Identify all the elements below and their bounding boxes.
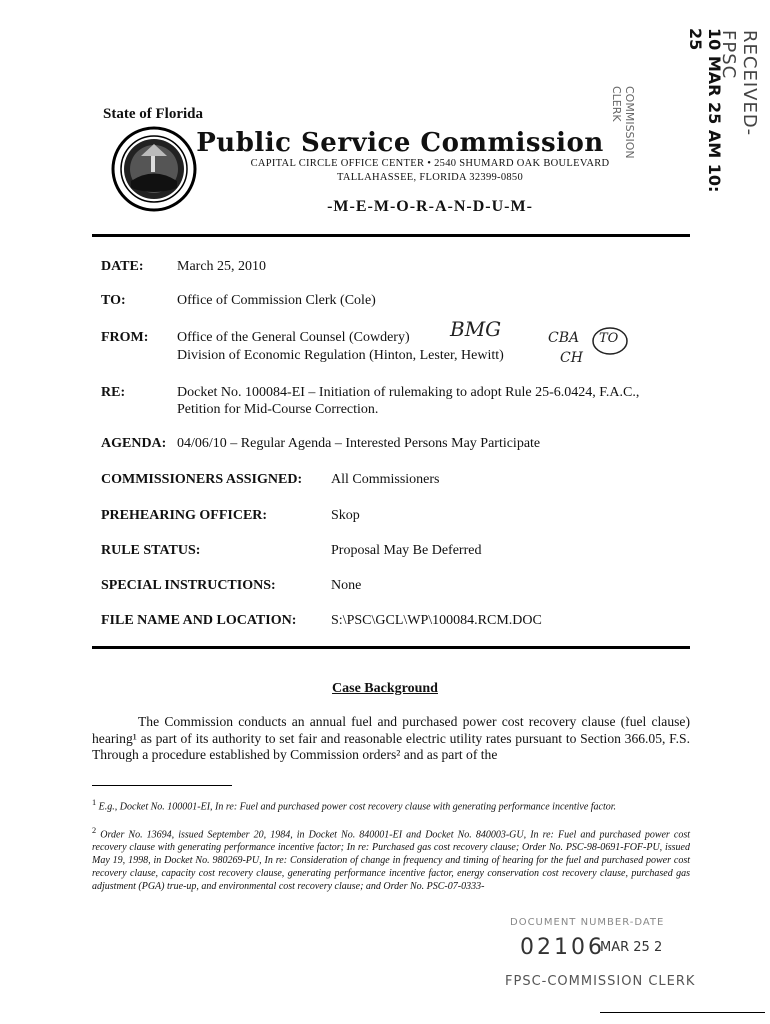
field-value-re-2: Petition for Mid-Course Correction. bbox=[177, 402, 379, 417]
footnote-rule bbox=[92, 785, 232, 786]
footnote-2-number: 2 bbox=[92, 826, 97, 835]
field-value-re-1: Docket No. 100084-EI – Initiation of rulemaking to adopt Rule 25-6.0424, F.A.C., bbox=[177, 385, 640, 400]
field-value-from-2: Division of Economic Regulation (Hinton, Lester, Hewitt) bbox=[177, 348, 504, 363]
document-date: MAR 25 2 bbox=[600, 940, 663, 955]
agency-title: Public Service Commission bbox=[196, 128, 604, 158]
body-paragraph: The Commission conducts an annual fuel and purchased power cost recovery clause (fuel clause) hearing¹ as part of its authority to set fair and reasonable electric utility rates pursuant to Section 366.05, F.S. Through a procedure established by Commission orders² and as part of the bbox=[92, 714, 690, 762]
section-heading: Case Background bbox=[332, 681, 438, 696]
handwritten-initials-4: TO bbox=[599, 331, 619, 346]
assign-label-commissioners: COMMISSIONERS ASSIGNED: bbox=[101, 472, 303, 487]
footnote-2-text: Order No. 13694, issued September 20, 1984, in Docket No. 840001-EI and Docket No. 840003-GU, In re: Fuel and purchased power cost recovery clause with generating performance incentive factor; In re: Purchased gas cost recovery clause; Order No. PSC-98-0691-FOF-PU, issued May 19, 1998, in Docket No. 980269-PU, In re: Consideration of change in frequency and timing of hearing for the fuel and purchased power cost recovery clause, capacity cost recovery clause, generating performance incentive factor, energy conservation cost recovery clause, purchased gas adjustment (PGA) true-up, and environmental cost recovery clause; and Order No. PSC-07-0333- bbox=[92, 829, 691, 893]
field-value-agenda: 04/06/10 – Regular Agenda – Interested Persons May Participate bbox=[177, 436, 541, 451]
field-label-to: TO: bbox=[101, 293, 126, 308]
document-number-label: DOCUMENT NUMBER-DATE bbox=[510, 917, 665, 928]
assign-value-file: S:\PSC\GCL\WP\100084.RCM.DOC bbox=[331, 613, 542, 628]
assign-value-special: None bbox=[331, 578, 362, 593]
assign-value-rule-status: Proposal May Be Deferred bbox=[331, 543, 482, 558]
footnote-1-number: 1 bbox=[92, 798, 97, 807]
assign-value-commissioners: All Commissioners bbox=[331, 472, 440, 487]
assign-label-prehearing: PREHEARING OFFICER: bbox=[101, 508, 268, 523]
field-value-from-1: Office of the General Counsel (Cowdery) bbox=[177, 330, 410, 345]
handwritten-initials-3: CH bbox=[560, 350, 583, 366]
footnote-1-text: E.g., Docket No. 100001-EI, In re: Fuel and purchased power cost recovery clause with generating performance incentive factor. bbox=[98, 801, 617, 813]
field-label-date: DATE: bbox=[101, 259, 144, 274]
footnote-2 bbox=[92, 824, 690, 893]
field-label-agenda: AGENDA: bbox=[101, 436, 167, 451]
assign-value-prehearing: Skop bbox=[331, 508, 360, 523]
bottom-rule bbox=[600, 1012, 765, 1013]
handwritten-initials-1: BMG bbox=[450, 317, 502, 341]
header-rule bbox=[92, 234, 690, 237]
received-date-stamp: 10 MAR 25 AM 10: 25 bbox=[686, 28, 724, 193]
assign-label-special: SPECIAL INSTRUCTIONS: bbox=[101, 578, 276, 593]
section-rule bbox=[92, 646, 690, 649]
footnote-1 bbox=[92, 796, 690, 813]
address-line-2: TALLAHASSEE, FLORIDA 32399-0850 bbox=[336, 172, 524, 183]
handwritten-initials-2: CBA bbox=[548, 330, 580, 346]
assign-label-file: FILE NAME AND LOCATION: bbox=[101, 613, 297, 628]
document-number: 02106 bbox=[520, 935, 605, 960]
commission-clerk-stamp: COMMISSION CLERK bbox=[610, 86, 636, 159]
field-label-from: FROM: bbox=[101, 330, 149, 345]
assign-label-rule-status: RULE STATUS: bbox=[101, 543, 201, 558]
address-line-1: CAPITAL CIRCLE OFFICE CENTER • 2540 SHUMARD OAK BOULEVARD bbox=[250, 158, 610, 169]
state-label: State of Florida bbox=[103, 106, 203, 122]
field-label-re: RE: bbox=[101, 385, 126, 400]
field-value-date: March 25, 2010 bbox=[177, 259, 267, 274]
clerk-footer-stamp: FPSC-COMMISSION CLERK bbox=[505, 974, 696, 989]
memo-title: -M-E-M-O-R-A-N-D-U-M- bbox=[327, 198, 533, 215]
field-value-to: Office of Commission Clerk (Cole) bbox=[177, 293, 376, 308]
received-stamp: RECEIVED-FPSC bbox=[718, 30, 760, 137]
